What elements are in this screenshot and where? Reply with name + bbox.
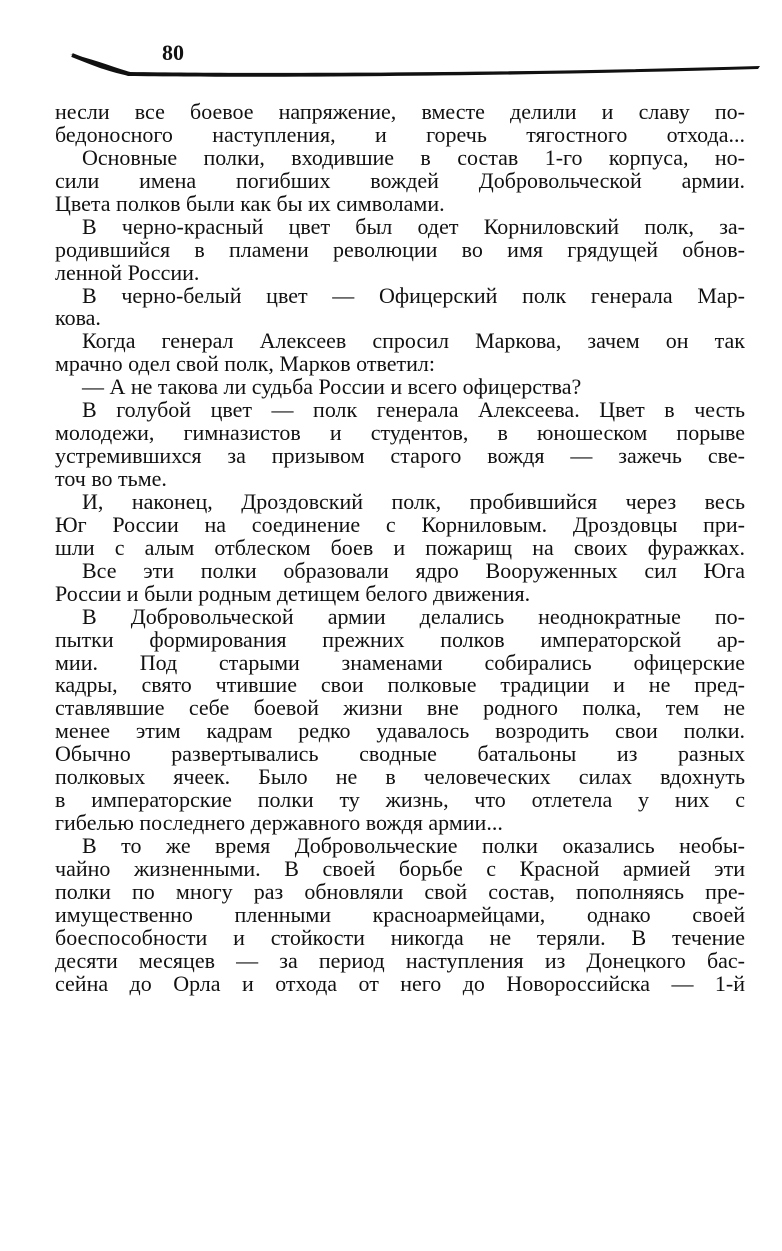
text-line-content: сили имена погибших вождей Добровольческой армии. [55, 167, 745, 193]
text-line [55, 812, 745, 835]
paragraph [55, 835, 745, 996]
text-line-content: гибелью последнего державного вождя армии... [55, 810, 503, 836]
text-line-content: полки по многу раз обновляли свой состав, пополняясь пре- [55, 878, 745, 904]
text-line [55, 488, 745, 514]
running-header [0, 0, 782, 90]
text-line [55, 580, 745, 606]
text-line [55, 674, 745, 697]
paragraph [55, 282, 745, 331]
text-line-content: молодежи, гимназистов и студентов, в юношеском порыве [55, 420, 745, 446]
text-line-content: Все эти полки образовали ядро Вооруженных сил Юга [82, 557, 745, 583]
text-line-content: менее этим кадрам редко удавалось возродить свои полки. [55, 718, 745, 744]
text-line-content: сейна до Орла и отхода от него до Новороссийска — 1-й [55, 970, 745, 996]
text-line [55, 947, 745, 973]
text-line-content: мрачно одел свой полк, Марков ответил: [55, 351, 435, 377]
text-line [55, 190, 745, 216]
text-line-content: кова. [55, 305, 101, 331]
paragraph [55, 213, 745, 285]
text-line-content: В черно-красный цвет был одет Корниловский полк, за- [82, 213, 745, 239]
text-line-content: точ во тьме. [55, 466, 167, 491]
text-line [55, 376, 745, 399]
text-line [55, 101, 745, 124]
text-line [55, 855, 745, 881]
text-line [55, 970, 745, 996]
paragraph [55, 144, 745, 216]
text-line [55, 144, 745, 170]
text-line [55, 259, 745, 285]
text-line [55, 353, 745, 376]
text-line [55, 236, 745, 262]
paragraph [55, 488, 745, 560]
text-line [55, 121, 745, 147]
text-line-content: В черно-белый цвет — Офицерский полк генерала Мар- [82, 282, 745, 308]
text-line [55, 213, 745, 239]
text-line-content: мии. Под старыми знаменами собирались офицерские [55, 649, 745, 675]
text-line-content: десяти месяцев — за период наступления из Донецкого бас- [55, 947, 745, 973]
text-line [55, 743, 745, 766]
text-line [55, 649, 745, 675]
text-line-content: кадры, свято чтившие свои полковые традиции и не пред- [55, 672, 745, 698]
text-line-content: несли все боевое напряжение, вместе делили и славу по- [55, 99, 745, 124]
text-line-content: шли с алым отблеском боев и пожарищ на своих фуражках. [55, 534, 745, 560]
paragraph [55, 557, 745, 606]
text-line [55, 557, 745, 583]
text-line-content: Цвета полков были как бы их символами. [55, 190, 445, 216]
paragraph [55, 330, 745, 376]
text-line-content: Обычно развертывались сводные батальоны из разных [55, 741, 745, 767]
text-line-content: В то же время Добровольческие полки оказались необы- [82, 833, 745, 858]
text-line [55, 445, 745, 468]
text-line-content: ставлявшие себе боевой жизни вне родного полка, тем не [55, 695, 745, 721]
text-line-content: имущественно пленными красноармейцами, однако своей [55, 901, 745, 927]
text-line-content: родившийся в пламени революции во имя грядущей обнов- [55, 236, 745, 262]
text-line [55, 924, 745, 950]
text-line-content: Юг России на соединение с Корниловым. Дроздовцы при- [55, 511, 745, 537]
text-line [55, 789, 745, 812]
text-line-content: России и были родным детищем белого движения. [55, 580, 531, 606]
text-line-content: устремившихся за призывом старого вождя — зажечь све- [55, 443, 745, 469]
text-line-content: В голубой цвет — полк генерала Алексеева. Цвет в честь [82, 397, 745, 423]
text-line [55, 511, 745, 537]
body-text [55, 101, 745, 996]
text-line-content: пытки формирования прежних полков императорской ар- [55, 626, 745, 652]
text-line-content: боеспособности и стойкости никогда не теряли. В течение [55, 924, 745, 950]
text-line-content: бедоносного наступления, и горечь тягостного отхода... [55, 121, 745, 147]
paragraph [55, 376, 745, 399]
text-line-content: — А не такова ли судьба России и всего офицерства? [82, 374, 582, 400]
text-line-content: полковых ячеек. Было не в человеческих силах вдохнуть [55, 764, 745, 790]
text-line [55, 626, 745, 652]
text-line-content: Когда генерал Алексеев спросил Маркова, зачем он так [82, 328, 745, 354]
text-line-content: В Добровольческой армии делались неоднократные по- [82, 603, 745, 629]
text-line [55, 878, 745, 904]
text-line [55, 468, 745, 491]
text-line [55, 307, 745, 330]
paragraph [55, 603, 745, 836]
text-line [55, 399, 745, 422]
paragraph [55, 101, 745, 147]
text-line-content: Основные полки, входившие в состав 1-го корпуса, но- [82, 144, 745, 170]
text-line [55, 167, 745, 193]
text-line [55, 603, 745, 629]
paragraph [55, 399, 745, 491]
text-line-content: в императорские полки ту жизнь, что отлетела у них с [55, 787, 745, 813]
text-line [55, 766, 745, 789]
text-line [55, 282, 745, 308]
page-number: 80 [162, 40, 184, 65]
text-line-content: ленной России. [55, 259, 200, 285]
text-line [55, 901, 745, 927]
text-line [55, 534, 745, 560]
text-line [55, 835, 745, 858]
text-line [55, 720, 745, 743]
text-line [55, 330, 745, 353]
text-line [55, 422, 745, 445]
text-line [55, 697, 745, 720]
text-line-content: чайно жизненными. В своей борьбе с Красной армией эти [55, 855, 745, 881]
text-line-content: И, наконец, Дроздовский полк, пробившийся через весь [82, 488, 745, 514]
